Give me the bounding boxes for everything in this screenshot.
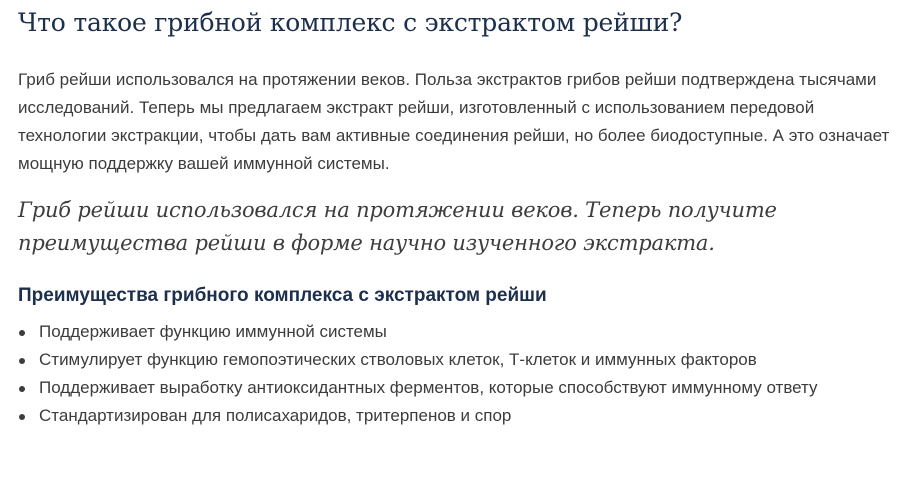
benefits-heading: Преимущества грибного комплекса с экстрактом рейши (18, 285, 547, 306)
bullet-icon (19, 414, 25, 420)
bullet-icon (19, 358, 25, 364)
pull-quote: Гриб рейши использовался на протяжении веков. Теперь получите преимущества рейши в форме научно изученного экстракта. (18, 198, 777, 255)
list-item (18, 318, 879, 346)
bullet-icon (19, 330, 25, 336)
benefits-list (18, 318, 891, 430)
intro-paragraph: Гриб рейши использовался на протяжении веков. Польза экстрактов грибов рейши подтверждена тысячами исследований. Теперь мы предлагаем экстракт рейши, изготовленный с использованием передовой технологии экстракции, чтобы дать вам активные соединения рейши, но более биодоступные. А это означает мощную поддержку вашей иммунной системы. (18, 70, 890, 173)
page-title: Что такое грибной комплекс с экстрактом рейши? (18, 8, 683, 37)
benefit-text: Поддерживает выработку антиоксидантных ферментов, которые способствуют иммунному ответу (39, 378, 818, 397)
benefit-text: Стимулирует функцию гемопоэтических стволовых клеток, Т-клеток и иммунных факторов (39, 350, 757, 369)
list-item (18, 402, 879, 430)
list-item (18, 374, 879, 402)
list-item (18, 346, 879, 374)
bullet-icon (19, 386, 25, 392)
benefit-text: Стандартизирован для полисахаридов, тритерпенов и спор (39, 406, 512, 425)
benefit-text: Поддерживает функцию иммунной системы (39, 322, 387, 341)
